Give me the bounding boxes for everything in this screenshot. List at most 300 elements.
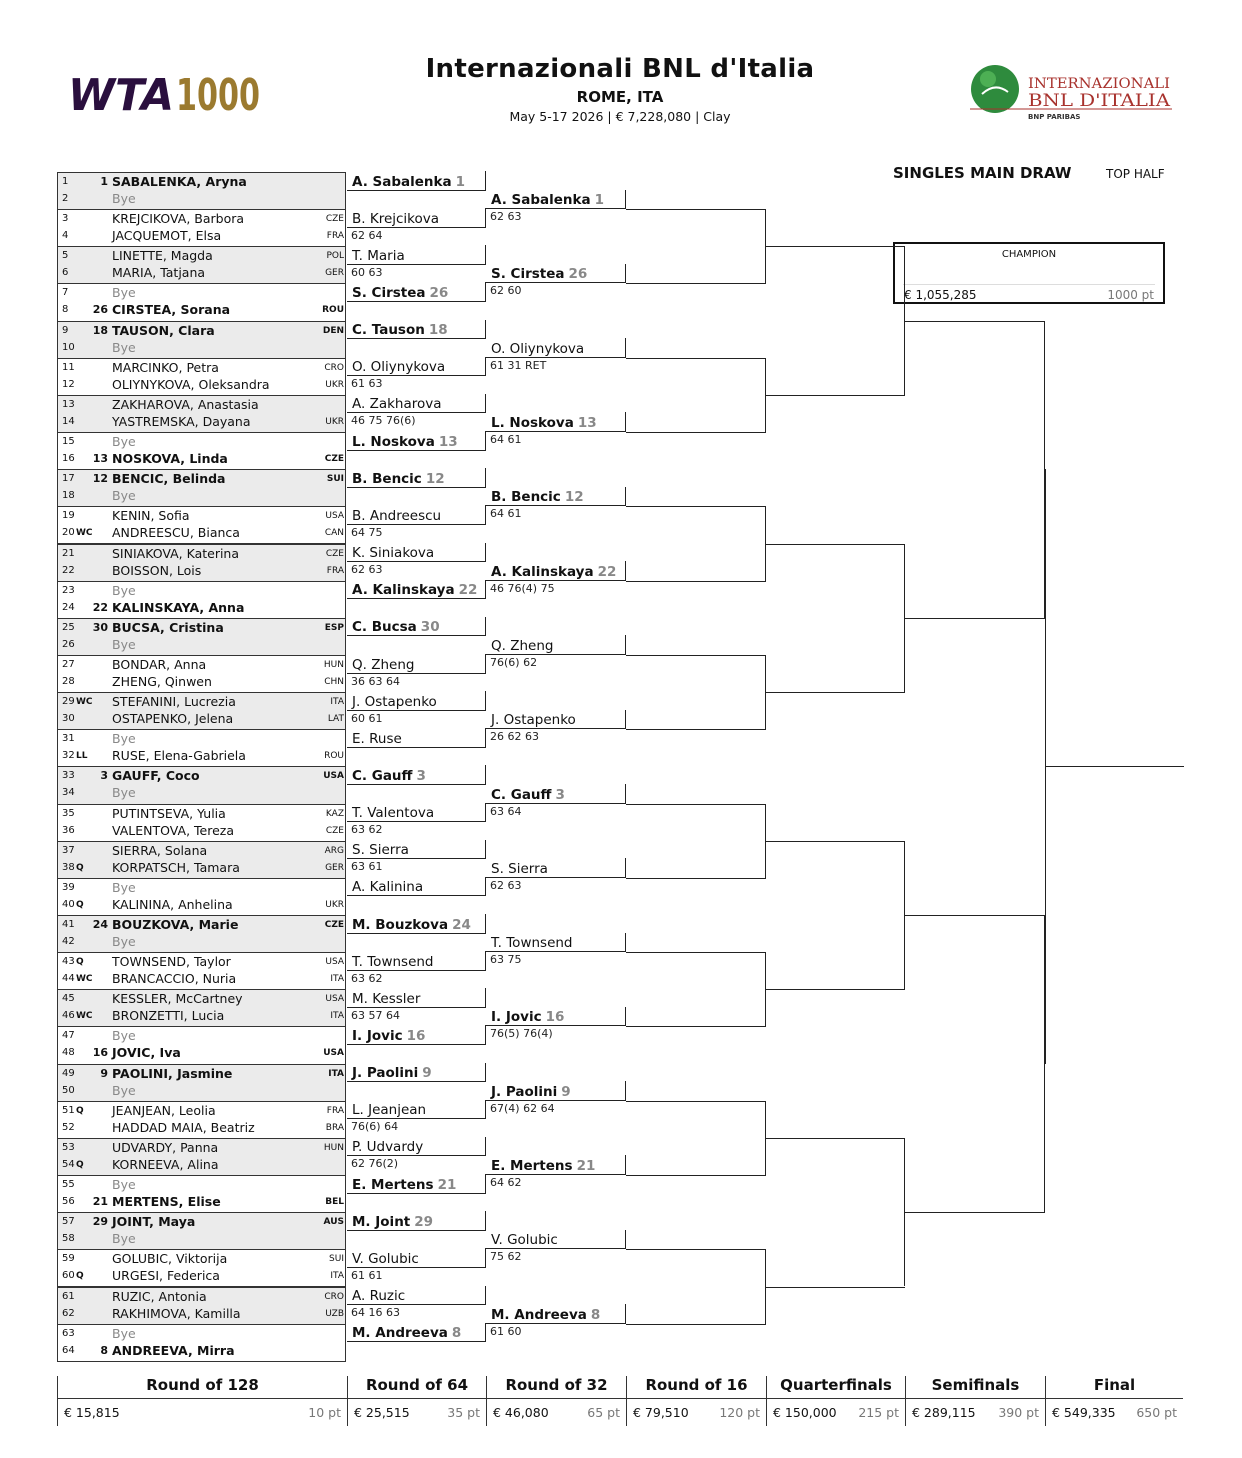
round-label: Quarterfinals <box>780 1376 892 1394</box>
line-number: 51 <box>62 1104 75 1116</box>
seed: 13 <box>438 433 458 450</box>
half-label: TOP HALF <box>1106 167 1165 181</box>
player-name: TOWNSEND, Taylor <box>112 954 231 970</box>
line-number: 33 <box>62 770 75 782</box>
match-score: 64 61 <box>490 507 522 521</box>
r128-entry <box>58 470 347 488</box>
line-number: 21 <box>62 547 75 559</box>
r64-slot <box>347 357 486 377</box>
round-prize: € 25,515 <box>354 1405 410 1420</box>
line-number: 43 <box>62 956 75 968</box>
player-name: JOINT, Maya <box>112 1214 196 1230</box>
player-name: T. Townsend <box>352 953 434 970</box>
player-name: TAUSON, Clara <box>112 322 215 338</box>
r64-slot <box>347 1025 486 1045</box>
bracket-line <box>766 692 905 693</box>
seed: 16 <box>545 1009 565 1026</box>
r128-match <box>57 469 346 507</box>
player-name: KORPATSCH, Tamara <box>112 859 240 875</box>
country-code: FRA <box>326 1105 344 1116</box>
r128-entry <box>58 805 347 823</box>
tournament-location: ROME, ITA <box>576 88 664 106</box>
player-name: B. Bencic 12 <box>352 470 445 487</box>
r128-match <box>57 655 346 693</box>
line-number: 63 <box>62 1327 75 1339</box>
country-code: POL <box>326 251 344 262</box>
r64-slot <box>347 1100 486 1120</box>
player-name: Bye <box>112 191 136 206</box>
player-name: BOISSON, Lois <box>112 562 202 578</box>
r128-entry <box>58 433 347 451</box>
r64-slot <box>347 728 486 748</box>
round-prize-column <box>766 1376 905 1426</box>
r64-slot <box>347 1063 486 1083</box>
match-score: 64 61 <box>490 433 522 447</box>
entry-type: Q <box>76 862 84 873</box>
r128-match <box>57 915 346 953</box>
r32-slot <box>486 338 626 358</box>
seed: 18 <box>428 322 448 339</box>
champion-prize: € 1,055,285 <box>904 288 977 302</box>
r128-entry <box>58 1065 347 1083</box>
r128-entry <box>58 359 347 377</box>
r128-entry <box>58 413 347 431</box>
line-number: 44 <box>62 973 75 985</box>
r128-entry <box>58 1119 347 1137</box>
r128-match <box>57 1101 346 1139</box>
player-name: K. Siniakova <box>352 545 435 562</box>
r128-entry <box>58 822 347 840</box>
line-number: 24 <box>62 601 75 613</box>
line-number: 3 <box>62 213 69 225</box>
round-label: Final <box>1093 1376 1136 1394</box>
country-code: ROU <box>322 305 344 316</box>
player-name: C. Gauff 3 <box>352 767 426 784</box>
r128-match <box>57 246 346 284</box>
bracket-line <box>626 283 766 284</box>
r128-entry <box>58 859 347 877</box>
bracket-line <box>905 618 1045 619</box>
bracket-connector <box>766 1138 905 1287</box>
line-number: 54 <box>62 1158 75 1170</box>
match-score: 63 57 64 <box>351 1008 400 1022</box>
seed: 21 <box>437 1176 457 1193</box>
bracket-connector <box>626 952 766 1026</box>
round-prize: € 150,000 <box>773 1405 837 1420</box>
seed: 22 <box>597 563 617 580</box>
r128-entry <box>58 284 347 302</box>
entry-type: LL <box>76 751 88 762</box>
entry-type: Q <box>76 1105 84 1116</box>
r128-entry <box>58 190 347 208</box>
line-number: 64 <box>62 1344 75 1356</box>
country-code: SUI <box>329 1254 344 1265</box>
player-name: NOSKOVA, Linda <box>112 451 228 467</box>
country-code: SUI <box>326 474 344 485</box>
r128-entry <box>58 933 347 951</box>
player-name: ZAKHAROVA, Anastasia <box>112 396 259 412</box>
country-code: USA <box>325 511 344 522</box>
r64-slot <box>347 617 486 637</box>
r128-match <box>57 395 346 433</box>
line-number: 2 <box>62 193 69 204</box>
player-name: A. Kalinskaya 22 <box>491 563 617 580</box>
line-number: 31 <box>62 733 75 745</box>
svg-text:INTERNAZIONALI: INTERNAZIONALI <box>1028 76 1170 92</box>
r64-slot <box>347 505 486 525</box>
r128-entry <box>58 1082 347 1100</box>
svg-text:BNP PARIBAS: BNP PARIBAS <box>1028 113 1081 121</box>
wta-1000-logo <box>68 70 260 121</box>
r32-slot <box>486 635 626 655</box>
r32-slot <box>486 858 626 878</box>
line-number: 36 <box>62 824 75 836</box>
seed: 18 <box>92 323 108 337</box>
player-name: UDVARDY, Panna <box>112 1139 219 1155</box>
player-name: Bye <box>112 1231 136 1247</box>
round-points: 65 pt <box>587 1405 620 1420</box>
line-number: 60 <box>62 1270 75 1282</box>
player-name: T. Townsend <box>491 935 573 952</box>
player-name: Bye <box>112 731 136 747</box>
country-code: GER <box>325 268 344 279</box>
r128-match <box>57 544 346 582</box>
match-score: 60 61 <box>351 711 383 725</box>
line-number: 45 <box>62 993 75 1005</box>
player-name: B. Krejcikova <box>352 210 440 227</box>
r128-match <box>57 729 346 767</box>
country-code: CZE <box>324 454 344 465</box>
seed: 21 <box>576 1158 596 1175</box>
match-score: 63 62 <box>351 823 383 837</box>
seed: 1 <box>100 175 108 188</box>
player-name: HADDAD MAIA, Beatriz <box>112 1119 255 1135</box>
round-prize: € 549,335 <box>1052 1405 1116 1420</box>
country-code: USA <box>325 957 344 968</box>
r128-entry <box>58 487 347 505</box>
match-score: 61 60 <box>490 1324 522 1338</box>
player-name: Bye <box>112 285 136 301</box>
player-name: S. Cirstea 26 <box>491 266 588 283</box>
player-name: Bye <box>112 1028 136 1044</box>
country-code: AUS <box>323 1217 344 1228</box>
player-name: Bye <box>112 434 136 450</box>
bracket-connector <box>626 655 766 729</box>
r128-entry <box>58 673 347 691</box>
round-label: Round of 32 <box>505 1376 608 1394</box>
round-label: Round of 128 <box>146 1376 259 1394</box>
r128-entry <box>58 450 347 468</box>
country-code: CZE <box>325 214 344 225</box>
player-name: RAKHIMOVA, Kamilla <box>112 1305 241 1321</box>
line-number: 57 <box>62 1216 75 1228</box>
player-name: Bye <box>112 1082 136 1098</box>
r64-slot <box>347 1137 486 1157</box>
bracket-connector <box>766 841 905 990</box>
player-name: Bye <box>112 488 136 504</box>
line-number: 28 <box>62 675 75 687</box>
r128-match <box>57 1324 346 1362</box>
line-number: 17 <box>62 473 75 485</box>
player-name: P. Udvardy <box>352 1139 424 1156</box>
line-number: 6 <box>62 267 69 279</box>
round-label: Round of 16 <box>645 1376 748 1394</box>
r64-slot <box>347 320 486 340</box>
round-prize-column <box>905 1376 1045 1426</box>
player-name: O. Oliynykova <box>352 359 446 376</box>
match-score: 62 63 <box>490 210 522 224</box>
player-name: A. Sabalenka 1 <box>491 192 605 209</box>
bracket-line <box>626 729 766 730</box>
match-score: 46 75 76(6) <box>351 414 416 428</box>
seed: 9 <box>422 1065 432 1082</box>
line-number: 13 <box>62 398 75 410</box>
line-number: 8 <box>62 304 69 316</box>
player-name: BONDAR, Anna <box>112 656 207 672</box>
r128-match <box>57 581 346 619</box>
seed: 16 <box>406 1028 426 1044</box>
country-code: BRA <box>325 1122 344 1133</box>
line-number: 53 <box>62 1141 75 1153</box>
line-number: 32 <box>62 750 75 762</box>
r128-match <box>57 432 346 470</box>
match-score: 76(6) 64 <box>351 1120 399 1134</box>
r128-entry <box>58 507 347 525</box>
player-name: CIRSTEA, Sorana <box>112 302 231 318</box>
match-score: 63 62 <box>351 971 383 985</box>
match-score: 63 75 <box>490 953 522 967</box>
r64-slot <box>347 951 486 971</box>
seed: 8 <box>100 1343 108 1357</box>
r128-entry <box>58 730 347 748</box>
r128-entry <box>58 842 347 860</box>
r128-match <box>57 1287 346 1325</box>
line-number: 20 <box>62 527 75 539</box>
bnl-ball-icon <box>971 65 1019 113</box>
r128-entry <box>58 619 347 637</box>
match-score: 64 75 <box>351 525 383 539</box>
line-number: 14 <box>62 415 75 427</box>
line-number: 42 <box>62 936 75 947</box>
r64-slot <box>347 691 486 711</box>
player-name: C. Tauson 18 <box>352 322 448 339</box>
player-name: MARIA, Tatjana <box>112 265 206 281</box>
round-label: Semifinals <box>931 1376 1020 1394</box>
r128-entry <box>58 636 347 654</box>
player-name: RUSE, Elena-Gabriela <box>112 748 246 764</box>
country-code: UKR <box>325 416 344 427</box>
r128-match <box>57 952 346 990</box>
r128-entry <box>58 1305 347 1323</box>
r64-slot <box>347 208 486 228</box>
seed: 1 <box>455 173 466 190</box>
r64-slot <box>347 988 486 1008</box>
r64-slot <box>347 580 486 600</box>
r128-entry <box>58 916 347 934</box>
line-number: 47 <box>62 1030 75 1042</box>
bracket-connector <box>766 544 905 693</box>
match-score: 61 61 <box>351 1268 383 1282</box>
r128-entry <box>58 1102 347 1120</box>
r128-entry <box>58 767 347 785</box>
player-name: A. Kalinina <box>352 879 424 896</box>
player-name: PUTINTSEVA, Yulia <box>112 805 226 821</box>
round-prize: € 289,115 <box>912 1405 976 1420</box>
player-name: JACQUEMOT, Elsa <box>112 228 222 244</box>
player-name: J. Paolini 9 <box>352 1065 432 1082</box>
r128-entry <box>58 545 347 563</box>
seed: 30 <box>420 619 440 636</box>
line-number: 38 <box>62 861 75 873</box>
country-code: CZE <box>325 548 344 559</box>
line-number: 30 <box>62 713 75 725</box>
r128-match <box>57 989 346 1027</box>
r64-slot <box>347 245 486 265</box>
player-name: SABALENKA, Aryna <box>112 174 247 189</box>
r64-slot <box>347 394 486 414</box>
country-code: LAT <box>327 714 344 725</box>
r128-match <box>57 1212 346 1250</box>
line-number: 39 <box>62 881 75 893</box>
country-code: CHN <box>324 676 344 687</box>
tournament-title: Internazionali BNL d'Italia <box>425 54 815 84</box>
match-score: 62 63 <box>351 563 383 577</box>
r128-entry <box>58 210 347 228</box>
player-name: ANDREEVA, Mirra <box>112 1342 235 1358</box>
bracket-connector <box>626 804 766 878</box>
country-code: ITA <box>330 1271 344 1282</box>
country-code: GER <box>325 862 344 873</box>
r128-entry <box>58 322 347 340</box>
r128-match <box>57 1026 346 1064</box>
r32-slot <box>486 1230 626 1250</box>
entry-type: Q <box>76 899 84 910</box>
player-name: E. Ruse <box>352 730 402 747</box>
r128-entry <box>58 747 347 765</box>
r128-entry <box>58 301 347 319</box>
player-name: M. Bouzkova 24 <box>352 916 471 933</box>
line-number: 52 <box>62 1121 75 1133</box>
player-name: OSTAPENKO, Jelena <box>112 711 234 727</box>
tournament-dateline: May 5-17 2026 | € 7,228,080 | Clay <box>509 109 731 124</box>
player-name: GOLUBIC, Viktorija <box>112 1251 228 1267</box>
r128-entry <box>58 339 347 357</box>
line-number: 55 <box>62 1179 75 1191</box>
line-number: 46 <box>62 1010 75 1022</box>
round-prize: € 46,080 <box>493 1405 549 1420</box>
country-code: CRO <box>324 362 344 373</box>
seed: 29 <box>414 1213 434 1230</box>
seed: 3 <box>100 769 108 783</box>
player-name: T. Valentova <box>352 805 435 822</box>
line-number: 1 <box>62 176 69 187</box>
r32-slot <box>486 710 626 730</box>
r128-match <box>57 804 346 842</box>
player-name: BRANCACCIO, Nuria <box>112 971 237 987</box>
player-name: SINIAKOVA, Katerina <box>112 545 240 561</box>
round-of-128-list <box>57 172 347 1361</box>
player-name: I. Jovic 16 <box>352 1028 426 1044</box>
line-number: 29 <box>62 696 75 708</box>
country-code: HUN <box>323 1142 344 1153</box>
r128-entry <box>58 1213 347 1231</box>
bracket-line <box>905 1212 1045 1213</box>
seed: 9 <box>100 1066 108 1080</box>
r64-slot <box>347 282 486 302</box>
match-score: 76(5) 76(4) <box>490 1027 553 1041</box>
line-number: 49 <box>62 1067 75 1079</box>
r64-slot <box>347 914 486 934</box>
r32-slot <box>486 412 626 432</box>
r128-entry <box>58 582 347 600</box>
country-code: BEL <box>325 1197 344 1208</box>
player-name: JOVIC, Iva <box>112 1045 181 1061</box>
r128-entry <box>58 1027 347 1045</box>
seed: 3 <box>555 786 565 803</box>
country-code: KAZ <box>325 808 344 819</box>
r128-match <box>57 358 346 396</box>
seed: 12 <box>425 470 445 487</box>
r128-match <box>57 1138 346 1176</box>
player-name: L. Jeanjean <box>352 1102 427 1119</box>
line-number: 34 <box>62 787 75 799</box>
entry-type: Q <box>76 957 84 968</box>
line-number: 37 <box>62 844 75 856</box>
player-name: BOUZKOVA, Marie <box>112 917 239 932</box>
player-name: M. Kessler <box>352 990 421 1007</box>
r128-entry <box>58 693 347 711</box>
line-number: 7 <box>62 287 69 299</box>
player-name: GAUFF, Coco <box>112 768 200 784</box>
r128-entry <box>58 784 347 802</box>
wta-logo-text: WTA <box>68 70 174 121</box>
bracket-connector <box>626 506 766 580</box>
player-name: Q. Zheng <box>491 637 554 654</box>
seed: 12 <box>564 489 584 506</box>
r64-slot <box>347 877 486 897</box>
r128-entry <box>58 1176 347 1194</box>
player-name: J. Ostapenko <box>352 693 437 710</box>
r128-entry <box>58 524 347 542</box>
r32-slot <box>486 933 626 953</box>
bracket-line <box>626 581 766 582</box>
r32-slot <box>486 561 626 581</box>
line-number: 62 <box>62 1307 75 1319</box>
match-score: 63 61 <box>351 860 383 874</box>
country-code: ROU <box>324 751 344 762</box>
bracket-line <box>766 395 905 396</box>
r128-entry <box>58 1267 347 1285</box>
r128-entry <box>58 970 347 988</box>
player-name: RUZIC, Antonia <box>112 1288 207 1304</box>
r128-entry <box>58 376 347 394</box>
player-name: A. Zakharova <box>352 396 442 413</box>
r128-entry <box>58 173 347 191</box>
r128-entry <box>58 1230 347 1248</box>
r128-entry <box>58 599 347 617</box>
player-name: C. Bucsa 30 <box>352 619 440 636</box>
line-number: 56 <box>62 1196 75 1208</box>
entry-type: Q <box>76 1271 84 1282</box>
match-score: 75 62 <box>490 1250 522 1264</box>
seed: 8 <box>451 1325 462 1342</box>
seed: 22 <box>92 600 108 614</box>
seed: 13 <box>577 415 597 432</box>
r128-entry <box>58 1288 347 1306</box>
bnl-italia-logo <box>968 62 1174 124</box>
player-name: KENIN, Sofia <box>112 508 190 524</box>
player-name: S. Sierra <box>491 860 548 877</box>
